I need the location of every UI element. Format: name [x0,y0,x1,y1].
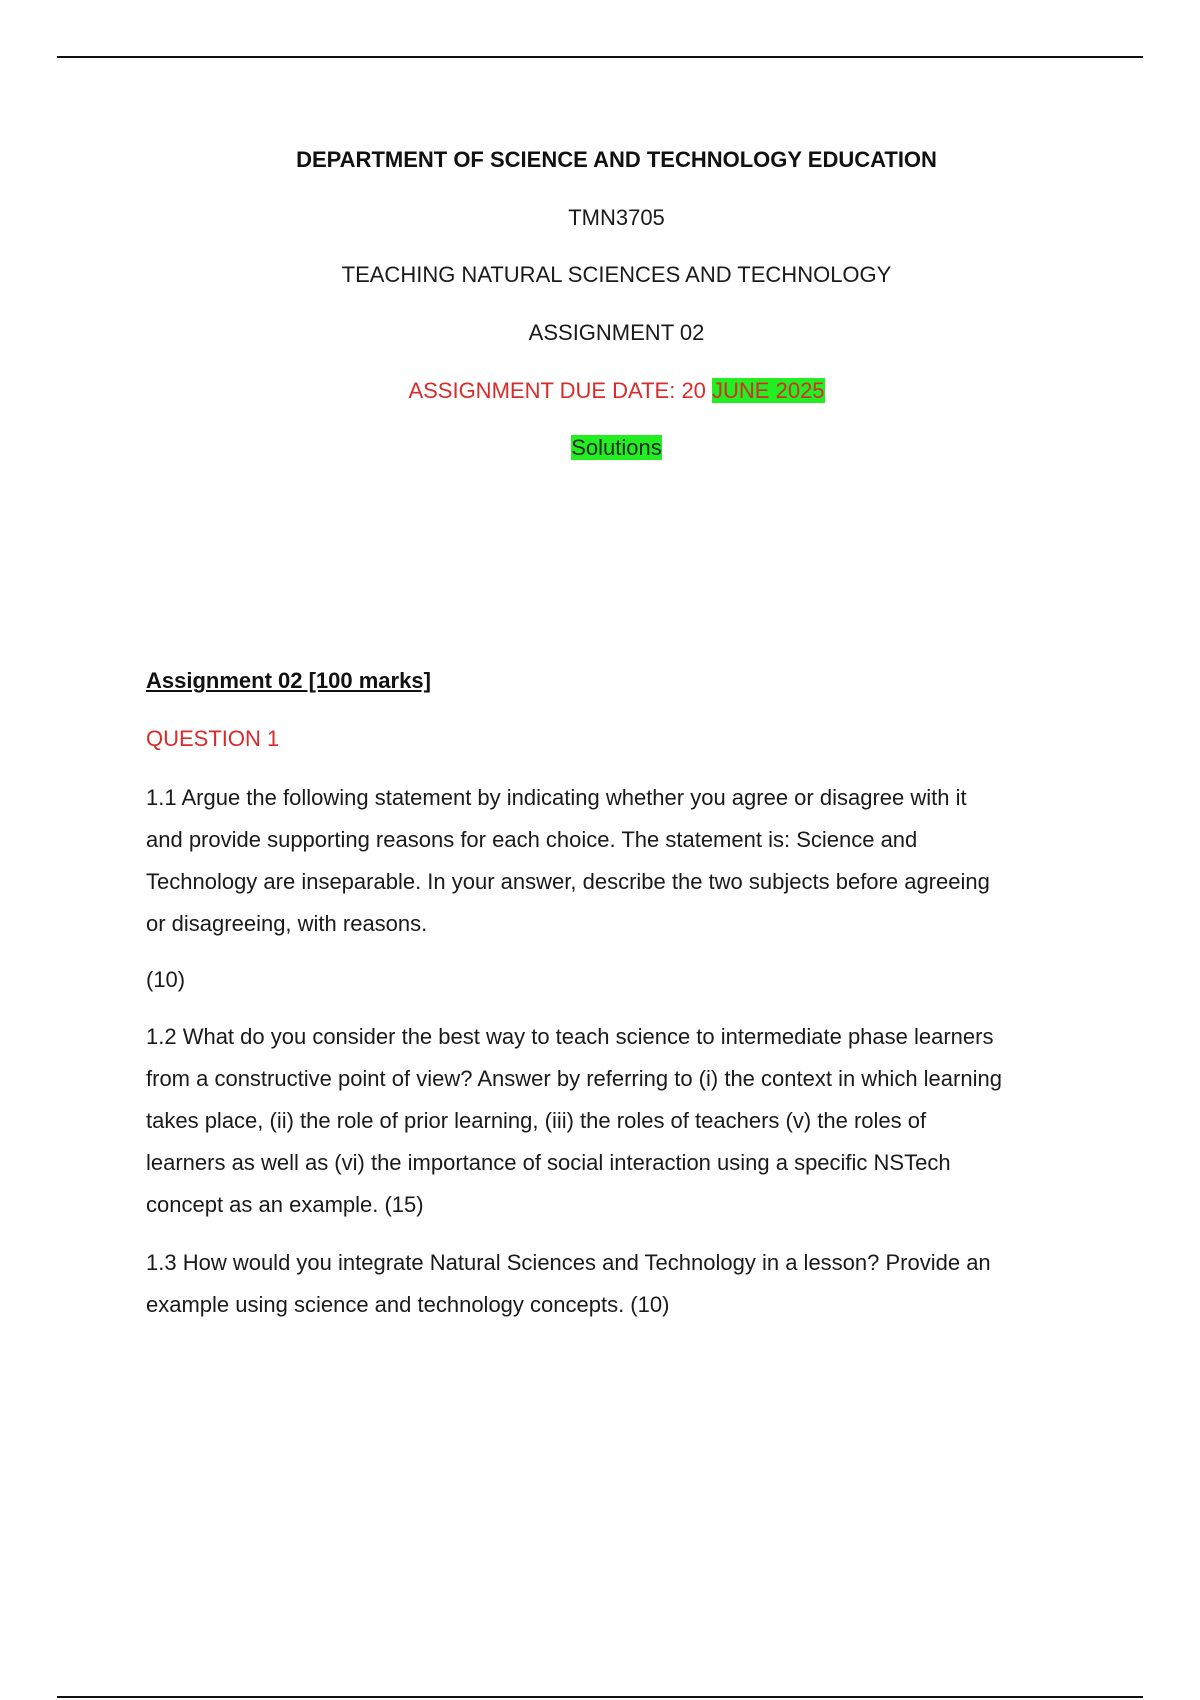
text-line: 1.1 Argue the following statement by indicating whether you agree or disagree with it [146,785,967,810]
bottom-rule [57,1696,1143,1698]
text-line: takes place, (ii) the role of prior learning, (iii) the roles of teachers (v) the roles of [146,1108,927,1133]
assignment-number: ASSIGNMENT 02 [528,320,705,345]
text-line: or disagreeing, with reasons. [146,911,428,936]
text-line: example using science and technology concepts. (10) [146,1292,670,1317]
due-date-prefix: ASSIGNMENT DUE DATE: 20 [408,378,713,403]
question-1-1-marks: (10) [146,967,186,992]
text-line: concept as an example. (15) [146,1192,424,1217]
text-line: 1.3 How would you integrate Natural Sciences and Technology in a lesson? Provide an [146,1250,991,1275]
question-1-3 [146,1242,1146,1326]
solutions-line [0,434,1200,462]
department-title: DEPARTMENT OF SCIENCE AND TECHNOLOGY EDUCATION [296,147,937,172]
question-title: QUESTION 1 [146,726,280,751]
module-code: TMN3705 [568,205,665,230]
text-line: Technology are inseparable. In your answer, describe the two subjects before agreeing [146,869,990,894]
text-line: learners as well as (vi) the importance of social interaction using a specific NSTech [146,1150,951,1175]
module-name: TEACHING NATURAL SCIENCES AND TECHNOLOGY [341,262,892,287]
question-1-2 [146,1016,1146,1226]
solutions-label: Solutions [571,435,662,460]
text-line: and provide supporting reasons for each choice. The statement is: Science and [146,827,918,852]
question-1-1 [146,777,1146,945]
text-line: 1.2 What do you consider the best way to teach science to intermediate phase learners [146,1024,994,1049]
due-date-highlight: JUNE 2025 [712,378,825,403]
section-heading: Assignment 02 [100 marks] [146,668,431,693]
due-date [0,377,1200,405]
top-rule [57,56,1143,58]
text-line: from a constructive point of view? Answer by referring to (i) the context in which learning [146,1066,1002,1091]
